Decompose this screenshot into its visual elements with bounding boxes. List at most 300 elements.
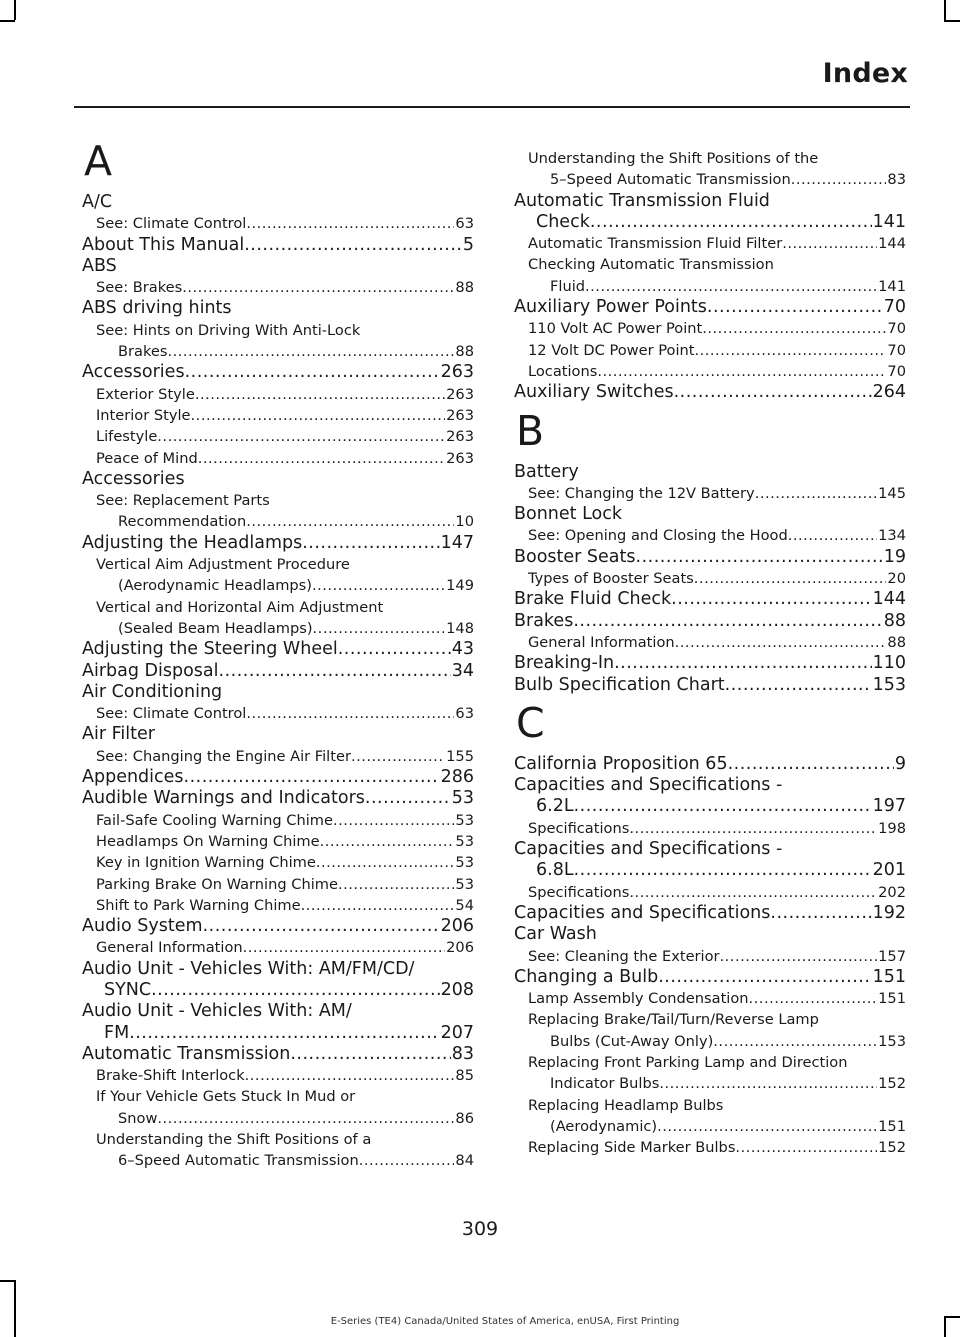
leader-dots (735, 1137, 877, 1158)
page-ref[interactable]: 83 (451, 1043, 474, 1064)
page-ref[interactable]: 264 (872, 382, 906, 403)
leader-dots (245, 1065, 455, 1086)
index-entry-continuation (82, 1023, 474, 1044)
index-entry-row (82, 362, 474, 383)
page-ref[interactable]: 53 (455, 854, 474, 872)
page-ref[interactable]: 54 (455, 896, 474, 914)
index-subentry (514, 148, 906, 191)
page-ref[interactable]: 70 (883, 297, 906, 318)
page-ref[interactable]: 192 (872, 902, 906, 923)
page-ref[interactable]: 53 (455, 832, 474, 850)
leader-dots (597, 361, 886, 382)
index-subentry-title: Snow (118, 1109, 158, 1127)
index-subentry (82, 852, 474, 873)
index-subentry-title: Replacing Side Marker Bulbs (528, 1139, 736, 1157)
index-entry-title: Check (536, 211, 590, 232)
index-entry-title: ABS (82, 255, 117, 276)
index-entry (82, 724, 474, 745)
index-subentry-row (96, 874, 474, 895)
index-entry-row (514, 924, 906, 945)
index-subentry-title: See: Climate Control (96, 705, 247, 723)
index-subentry-continuation (96, 1150, 474, 1171)
index-entry-title: ABS driving hints (82, 298, 232, 319)
index-entry-title: Battery (514, 461, 579, 482)
index-entry-title: Capacities and Specifications (514, 902, 771, 923)
index-entry (514, 775, 906, 818)
index-entry-row (514, 382, 906, 403)
index-entry-row (514, 589, 906, 610)
index-subentry-title: Vertical and Horizontal Aim Adjustment (96, 598, 384, 616)
index-entry-title: Automatic Transmission Fluid (514, 190, 770, 211)
index-subentry-title: Specifications (528, 883, 630, 901)
index-entry (82, 298, 474, 319)
index-entry-title: Airbag Disposal (82, 660, 219, 681)
leader-dots (675, 632, 887, 653)
index-entry-row (82, 256, 474, 277)
publication-footer: E-Series (TE4) Canada/United States of America, enUSA, First Printing (330, 1316, 680, 1327)
leader-dots (788, 525, 877, 546)
leader-dots (302, 533, 439, 554)
page-ref[interactable]: 151 (878, 990, 906, 1008)
index-entry-row (514, 754, 906, 775)
page-ref[interactable]: 151 (872, 966, 906, 987)
index-entry-row (82, 916, 474, 937)
index-entry-title: A/C (82, 192, 113, 212)
page-ref[interactable]: 88 (455, 343, 474, 361)
index-subentry-title: 110 Volt AC Power Point (528, 320, 703, 338)
index-subentry-title: Automatic Transmission Fluid Filter (528, 235, 783, 253)
page-ref[interactable]: 9 (894, 753, 906, 774)
index-entry-row (82, 298, 474, 319)
crop-mark (14, 1280, 16, 1337)
page-ref[interactable]: 151 (878, 1117, 906, 1135)
leader-dots (791, 169, 887, 190)
index-subentry-title: See: Cleaning the Exterior (528, 947, 720, 965)
index-subentry-row (96, 831, 474, 852)
leader-dots (167, 341, 454, 362)
leader-dots (351, 746, 445, 767)
index-entry (82, 192, 474, 213)
page-ref[interactable]: 85 (455, 1067, 474, 1085)
index-entry-continuation (514, 860, 906, 881)
index-subentry-title: (Sealed Beam Headlamps) (118, 619, 313, 637)
index-subentry-title: (Aerodynamic Headlamps) (118, 577, 312, 595)
page-ref[interactable]: 53 (455, 875, 474, 893)
page-ref[interactable]: 153 (872, 674, 906, 695)
index-entry (82, 1001, 474, 1044)
index-subentry-title: See: Climate Control (96, 215, 247, 233)
leader-dots (658, 967, 871, 988)
crop-mark (0, 1280, 15, 1282)
page-ref[interactable]: 70 (887, 341, 906, 359)
leader-dots (151, 980, 439, 1001)
index-subentry-title: Vertical Aim Adjustment Procedure (96, 556, 350, 574)
index-subentry-title: Replacing Front Parking Lamp and Direction (528, 1053, 848, 1071)
page-ref[interactable]: 147 (440, 532, 474, 553)
page-ref[interactable]: 70 (887, 362, 906, 380)
leader-dots (659, 1073, 877, 1094)
leader-dots (246, 703, 454, 724)
index-subentry-title: Specifications (528, 819, 630, 837)
section-letter: B (516, 406, 545, 455)
index-subentry-title: General Information (528, 633, 675, 651)
page-ref[interactable]: 88 (887, 633, 906, 651)
index-entry-row (536, 860, 906, 881)
index-subentry (82, 831, 474, 852)
index-entry (514, 611, 906, 632)
index-subentry (82, 554, 474, 597)
index-entry-title: 6.8L (536, 860, 574, 881)
page-ref[interactable]: 153 (878, 1032, 906, 1050)
index-entry (514, 462, 906, 483)
index-subentry-title: General Information (96, 939, 243, 957)
page-ref[interactable]: 5 (462, 234, 474, 255)
leader-dots (728, 754, 894, 775)
page-ref[interactable]: 10 (455, 513, 474, 531)
leader-dots (203, 916, 440, 937)
page-ref[interactable]: 144 (872, 589, 906, 610)
index-subentry (514, 340, 906, 361)
page-ref[interactable]: 206 (440, 916, 474, 937)
index-subentry-row (528, 318, 906, 339)
index-subentry-title: Replacing Brake/Tail/Turn/Reverse Lamp (528, 1011, 819, 1029)
index-subentry-title: (Aerodynamic) (550, 1117, 658, 1135)
index-entry-row (514, 297, 906, 318)
crop-mark (944, 0, 946, 20)
leader-dots (713, 1031, 877, 1052)
index-subentry-row (528, 988, 906, 1009)
index-entry (514, 754, 906, 775)
index-entry-title: Capacities and Specifications - (514, 839, 783, 860)
index-subentry-row (550, 276, 906, 297)
index-subentry-row (96, 703, 474, 724)
index-entry-title: Automatic Transmission (82, 1043, 291, 1064)
index-subentry-row (118, 1150, 474, 1171)
page-ref[interactable]: 197 (872, 796, 906, 817)
index-subentry-continuation (528, 1031, 906, 1052)
index-entry-row (536, 796, 906, 817)
index-entry-row (82, 724, 474, 745)
index-subentry-title: Locations (528, 362, 598, 380)
index-subentry-continuation (96, 511, 474, 532)
index-subentry (82, 277, 474, 298)
page-title: Index (822, 58, 908, 89)
index-entry-continuation (82, 980, 474, 1001)
index-entry (82, 767, 474, 788)
index-subentry-title: 6–Speed Automatic Transmission (118, 1152, 359, 1170)
leader-dots (590, 212, 872, 233)
page-ref[interactable]: 70 (887, 320, 906, 338)
index-entry-title: Booster Seats (514, 546, 636, 567)
index-entry-title: Appendices (82, 767, 184, 788)
index-entry-row (82, 1044, 474, 1065)
index-subentry-row (550, 169, 906, 190)
page-ref[interactable]: 198 (878, 819, 906, 837)
leader-dots (316, 852, 455, 873)
index-subentry-title: Peace of Mind (96, 449, 198, 467)
index-subentry-row (118, 341, 474, 362)
leader-dots (585, 276, 877, 297)
index-entry-row (82, 661, 474, 682)
index-entry-title: FM (104, 1022, 130, 1043)
leader-dots (290, 1044, 450, 1065)
leader-dots (614, 653, 872, 674)
crop-mark (944, 20, 960, 22)
page-ref[interactable]: 201 (872, 860, 906, 881)
page-ref[interactable]: 34 (451, 660, 474, 681)
index-entry (514, 297, 906, 318)
index-subentry-title: Replacing Headlamp Bulbs (528, 1096, 724, 1114)
leader-dots (157, 1108, 454, 1129)
page-ref[interactable]: 84 (455, 1152, 474, 1170)
index-entry (82, 682, 474, 703)
page-ref[interactable]: 207 (440, 1022, 474, 1043)
page-ref[interactable]: 63 (455, 215, 474, 233)
leader-dots (129, 1023, 439, 1044)
index-subentry (82, 874, 474, 895)
index-subentry (514, 361, 906, 382)
leader-dots (246, 213, 454, 234)
index-subentry-title: Exterior Style (96, 385, 195, 403)
index-subentry (514, 1095, 906, 1138)
index-subentry-row (528, 340, 906, 361)
leader-dots (184, 767, 440, 788)
page-ref[interactable]: 141 (872, 211, 906, 232)
index-entry-title: 6.2L (536, 796, 574, 817)
index-subentry-row (96, 277, 474, 298)
index-subentry-row (550, 1116, 906, 1137)
index-subentry (82, 320, 474, 363)
page-ref[interactable]: 263 (446, 406, 474, 424)
index-subentry (514, 1137, 906, 1158)
index-subentry-title: Fail-Safe Cooling Warning Chime (96, 811, 333, 829)
index-entry-title: Air Filter (82, 724, 155, 745)
leader-dots (657, 1116, 877, 1137)
index-entry (82, 1044, 474, 1065)
page-ref[interactable]: 149 (446, 577, 474, 595)
index-subentry-row (118, 618, 474, 639)
leader-dots (312, 575, 445, 596)
page-ref[interactable]: 202 (878, 883, 906, 901)
index-subentry-continuation (528, 276, 906, 297)
index-entry-continuation (514, 796, 906, 817)
page-ref[interactable]: 263 (440, 362, 474, 383)
index-subentry-title: Fluid (550, 277, 586, 295)
index-entry (514, 675, 906, 696)
index-entry-title: Breaking-In (514, 653, 615, 674)
index-subentry-row (118, 511, 474, 532)
index-entry-row (82, 639, 474, 660)
index-subentry (514, 1009, 906, 1052)
index-subentry (82, 1065, 474, 1086)
index-entry (82, 533, 474, 554)
leader-dots (725, 675, 872, 696)
index-subentry-title: Lifestyle (96, 428, 158, 446)
index-entry-title: Auxiliary Switches (514, 382, 674, 403)
index-entry-title: Bulb Specification Chart (514, 674, 725, 695)
index-subentry-title: Recommendation (118, 513, 247, 531)
index-subentry-title: Bulbs (Cut-Away Only) (550, 1032, 714, 1050)
index-subentry-title: Brake-Shift Interlock (96, 1067, 245, 1085)
index-subentry (514, 632, 906, 653)
index-subentry (514, 946, 906, 967)
index-subentry (82, 448, 474, 469)
index-entry (82, 362, 474, 383)
index-subentry-row (96, 426, 474, 447)
index-entry (82, 256, 474, 277)
index-subentry-row (96, 937, 474, 958)
leader-dots (782, 233, 877, 254)
page-ref[interactable]: 19 (883, 546, 906, 567)
crop-mark (14, 0, 16, 20)
index-column-right (514, 148, 906, 1158)
leader-dots (702, 318, 886, 339)
leader-dots (574, 860, 872, 881)
page-ref[interactable]: 155 (446, 747, 474, 765)
index-entry-row (104, 980, 474, 1001)
page-ref[interactable]: 86 (455, 1109, 474, 1127)
leader-dots (313, 618, 446, 639)
index-subentry (82, 213, 474, 234)
leader-dots (338, 874, 454, 895)
index-subentry (514, 483, 906, 504)
index-subentry (514, 254, 906, 297)
page-ref[interactable]: 141 (878, 277, 906, 295)
index-entry-row (514, 504, 906, 525)
index-entry-title: SYNC (104, 979, 152, 1000)
page-ref[interactable]: 63 (455, 705, 474, 723)
index-subentry-title: Understanding the Shift Positions of the (528, 150, 819, 167)
leader-dots (359, 1150, 455, 1171)
index-subentry-row (528, 818, 906, 839)
index-subentry-row (96, 213, 474, 234)
page-ref[interactable]: 110 (872, 653, 906, 674)
index-entry-row (82, 767, 474, 788)
index-subentry (514, 525, 906, 546)
index-subentry-title: See: Replacement Parts (96, 492, 270, 510)
page-ref[interactable]: 20 (887, 570, 906, 588)
index-subentry-row (96, 810, 474, 831)
page-ref[interactable]: 53 (455, 811, 474, 829)
index-entry-title: Accessories (82, 362, 185, 383)
page-ref[interactable]: 206 (446, 939, 474, 957)
page-ref[interactable]: 134 (878, 527, 906, 545)
index-subentry-row (528, 483, 906, 504)
index-subentry-title: 12 Volt DC Power Point (528, 341, 695, 359)
page-ref[interactable]: 152 (878, 1075, 906, 1093)
leader-dots (185, 362, 440, 383)
index-entry-title: Changing a Bulb (514, 966, 659, 987)
index-subentry-title: Understanding the Shift Positions of a (96, 1131, 372, 1149)
index-subentry-title: 5–Speed Automatic Transmission (550, 171, 791, 189)
page-ref[interactable]: 208 (440, 979, 474, 1000)
index-subentry (514, 1052, 906, 1095)
page-ref[interactable]: 88 (883, 610, 906, 631)
index-entry (514, 839, 906, 882)
index-subentry (82, 937, 474, 958)
index-subentry-continuation (96, 341, 474, 362)
index-subentry (82, 384, 474, 405)
index-entry-row (514, 903, 906, 924)
index-entry-title: Audible Warnings and Indicators (82, 788, 365, 809)
page-ref[interactable]: 152 (878, 1139, 906, 1157)
index-subentry-title: Types of Booster Seats (528, 570, 694, 588)
page-ref[interactable]: 43 (451, 639, 474, 660)
index-subentry (82, 1129, 474, 1172)
page-ref[interactable]: 263 (446, 428, 474, 446)
index-subentry (514, 882, 906, 903)
index-subentry-row (550, 1031, 906, 1052)
index-entry-title: California Proposition 65 (514, 753, 728, 774)
page-ref[interactable]: 144 (878, 235, 906, 253)
leader-dots (191, 405, 446, 426)
index-subentry-row (118, 1108, 474, 1129)
leader-dots (157, 426, 445, 447)
index-entry-row (82, 533, 474, 554)
leader-dots (749, 988, 878, 1009)
page-ref[interactable]: 145 (878, 484, 906, 502)
page-ref[interactable]: 88 (455, 279, 474, 297)
index-subentry-row (550, 1073, 906, 1094)
page-ref[interactable]: 286 (440, 767, 474, 788)
page-ref[interactable]: 263 (446, 449, 474, 467)
leader-dots (573, 611, 882, 632)
index-subentry-continuation (528, 169, 906, 190)
leader-dots (244, 235, 462, 256)
page-ref[interactable]: 157 (878, 947, 906, 965)
index-entry-row (514, 547, 906, 568)
crop-mark (0, 20, 15, 22)
index-subentry-title: See: Hints on Driving With Anti-Lock (96, 321, 361, 339)
index-entry-title: Audio Unit - Vehicles With: AM/FM/CD/ (82, 958, 415, 979)
page-ref[interactable]: 148 (446, 619, 474, 637)
index-entry-row (104, 1023, 474, 1044)
index-subentry-title: If Your Vehicle Gets Stuck In Mud or (96, 1088, 356, 1106)
index-entry-continuation (514, 212, 906, 233)
leader-dots (636, 547, 883, 568)
leader-dots (720, 946, 878, 967)
index-subentry-row (528, 882, 906, 903)
index-entry (82, 788, 474, 809)
page-ref[interactable]: 53 (451, 788, 474, 809)
leader-dots (219, 661, 451, 682)
page-ref[interactable]: 263 (446, 385, 474, 403)
leader-dots (674, 382, 872, 403)
index-entry (514, 903, 906, 924)
leader-dots (629, 882, 877, 903)
index-subentry-row (96, 405, 474, 426)
index-entry-title: Car Wash (514, 924, 597, 945)
index-entry-title: Air Conditioning (82, 681, 223, 702)
index-subentry (82, 490, 474, 533)
leader-dots (182, 277, 454, 298)
index-entry (514, 967, 906, 988)
index-entry (82, 661, 474, 682)
index-entry (82, 639, 474, 660)
index-subentry-row (528, 1137, 906, 1158)
index-entry-row (82, 192, 474, 213)
leader-dots (694, 568, 887, 589)
index-entry-row (82, 682, 474, 703)
leader-dots (365, 788, 451, 809)
leader-dots (755, 483, 877, 504)
page-ref[interactable]: 83 (887, 171, 906, 189)
index-subentry-title: Brakes (118, 343, 168, 361)
index-subentry-row (528, 525, 906, 546)
section-letter: A (84, 137, 113, 185)
index-subentry-row (96, 448, 474, 469)
index-entry-title: Adjusting the Headlamps (82, 532, 303, 553)
